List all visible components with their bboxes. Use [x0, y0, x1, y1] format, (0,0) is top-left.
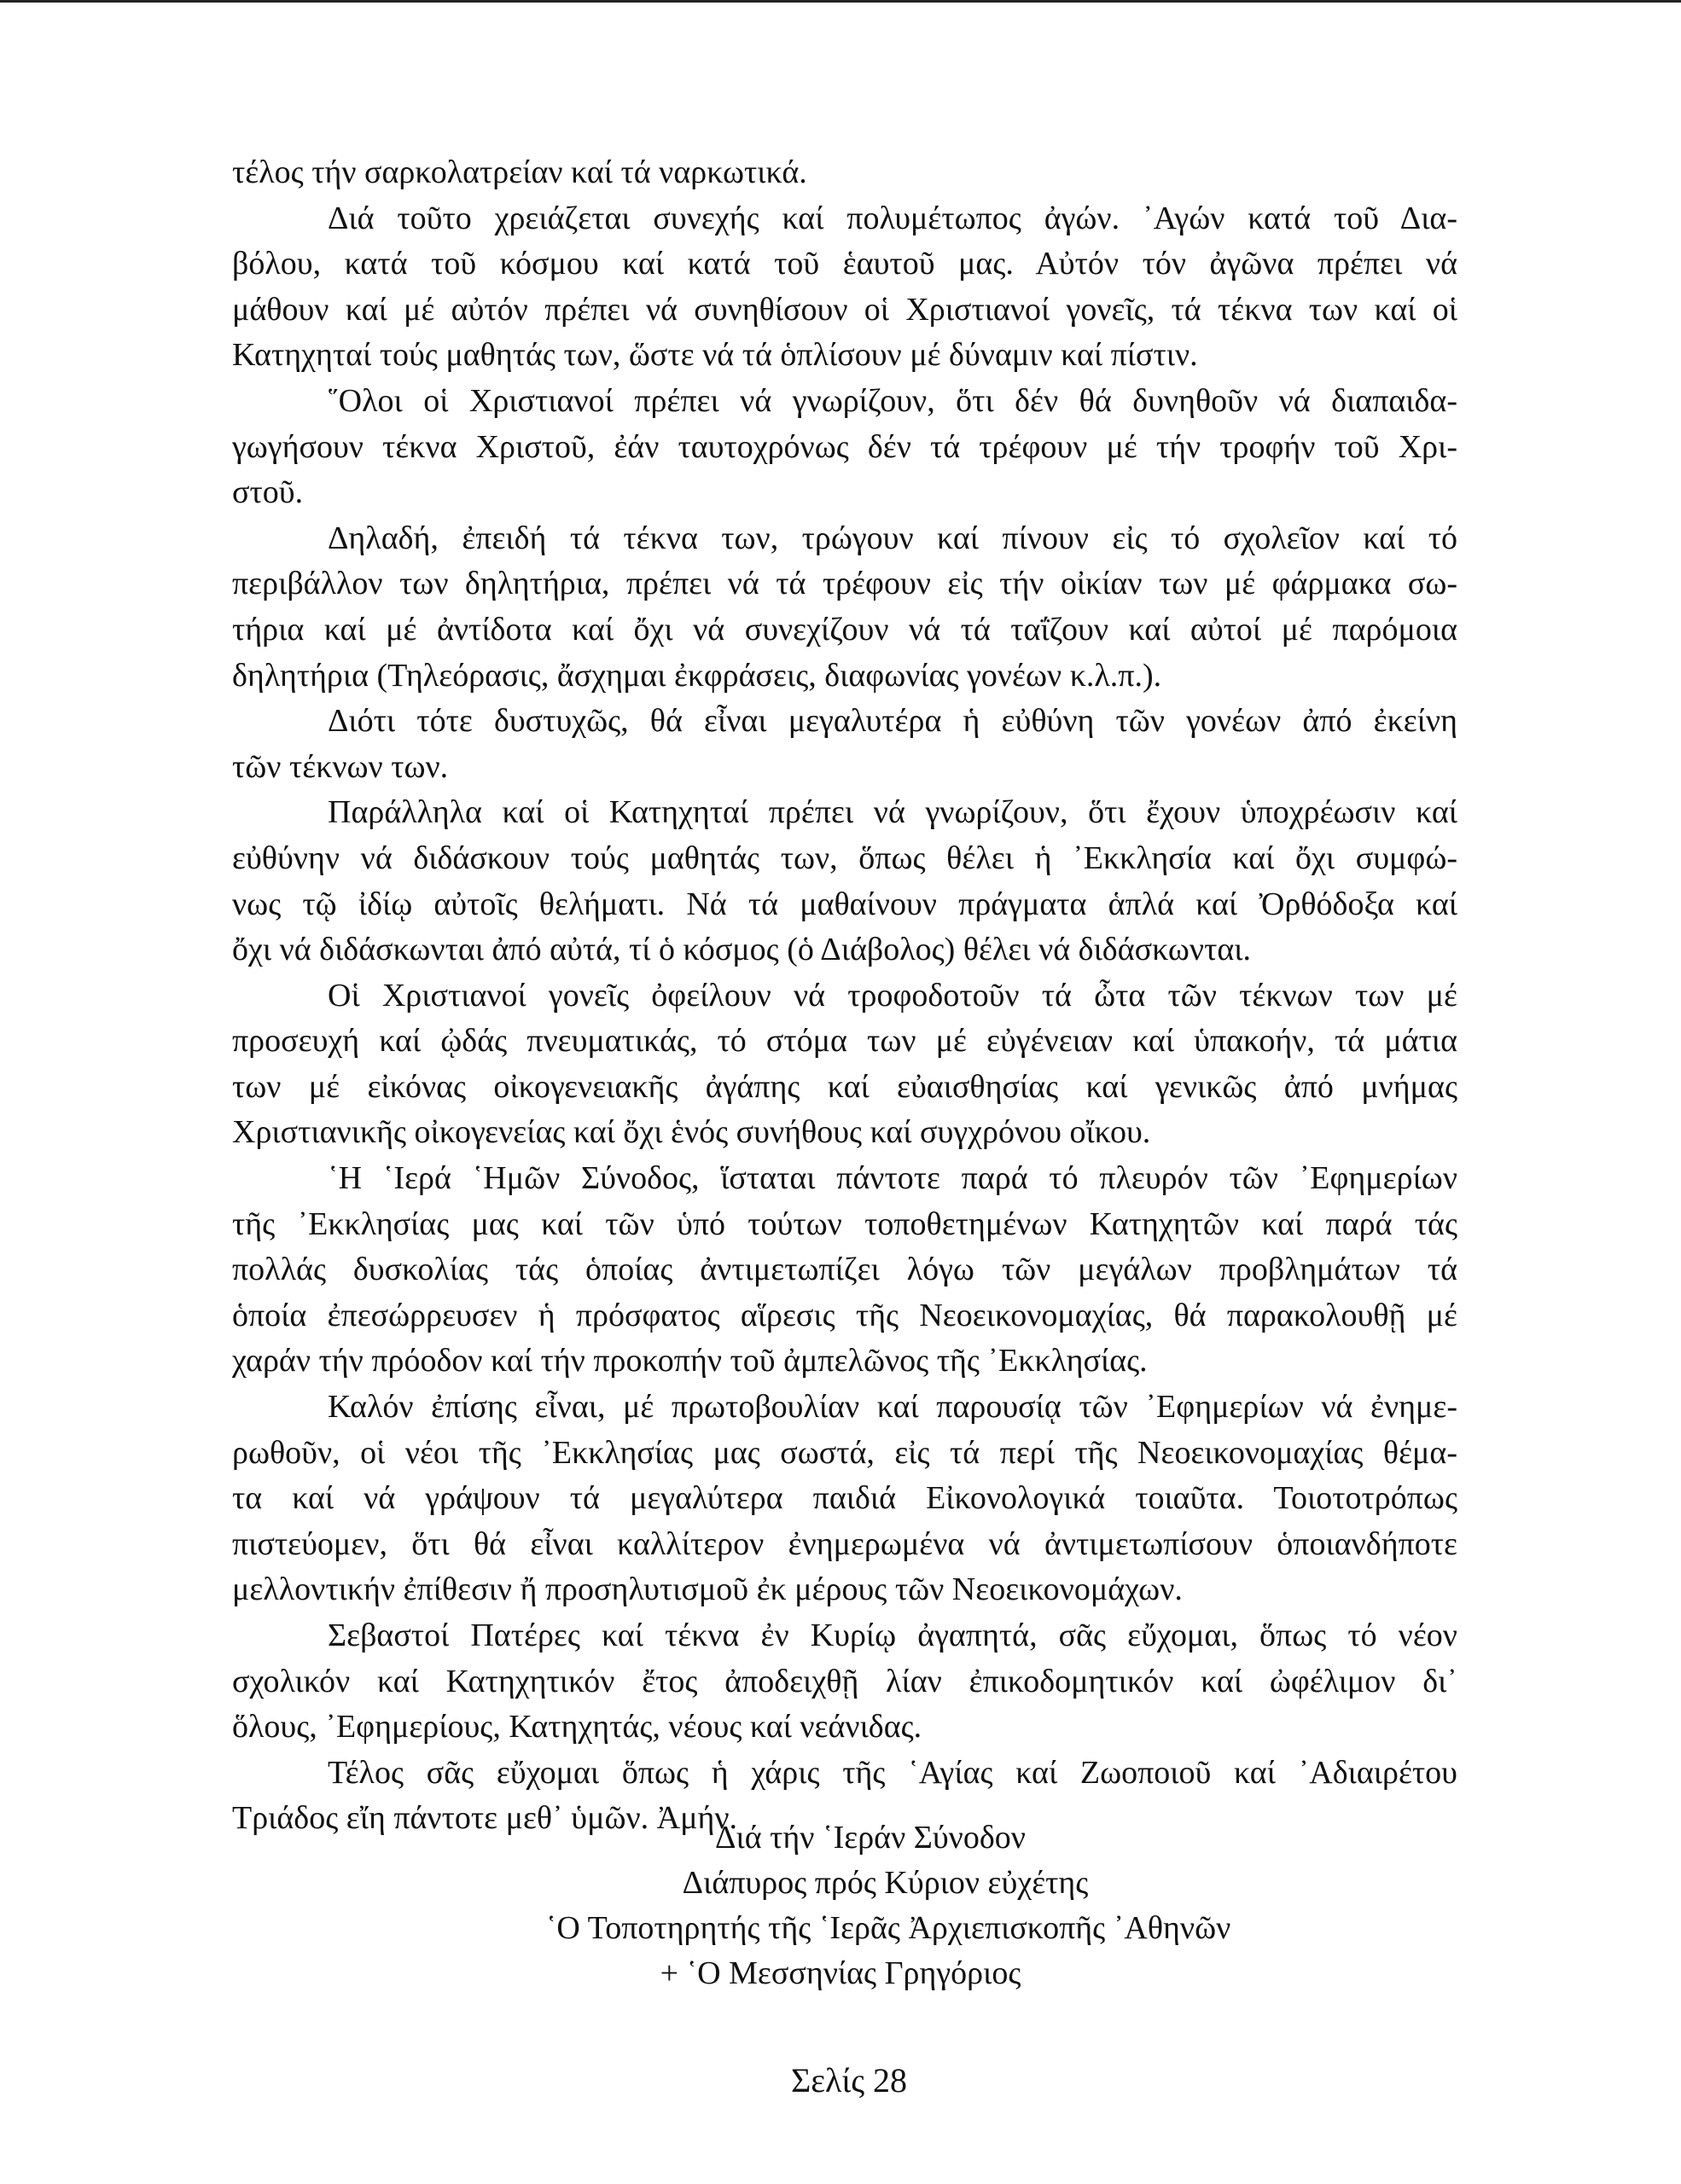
- paragraph: [232, 1156, 1457, 1385]
- signature-line-3: ῾Ο Τοποτηρητής τῆς ῾Ιερᾶς Ἀρχιεπισκοπῆς ᾿Αθηνῶν: [545, 1910, 1231, 1946]
- text-line: των μέ εἰκόνας οἰκογενειακῆς ἀγάπης καί εὐαισθησίας καί γενικῶς ἀπό μνήμας: [232, 1068, 1457, 1105]
- text-line: δηλητήρια (Τηλεόρασις, ἄσχημαι ἐκφράσεις, διαφωνίας γονέων κ.λ.π.).: [232, 657, 1162, 694]
- text-line: τῶν τέκνων των.: [232, 748, 449, 785]
- paragraph: [232, 379, 1457, 516]
- page-top-border: [0, 0, 1681, 3]
- text-line: Κατηχηταί τούς μαθητάς των, ὥστε νά τά ὁπλίσουν μέ δύναμιν καί πίστιν.: [232, 337, 1198, 374]
- text-line: εὐθύνην νά διδάσκουν τούς μαθητάς των, ὅπως θέλει ἡ ᾿Εκκλησία καί ὄχι συμφώ-: [232, 839, 1457, 876]
- text-line: γωγήσουν τέκνα Χριστοῦ, ἐάν ταυτοχρόνως δέν τά τρέφουν μέ τήν τροφήν τοῦ Χρι-: [232, 428, 1457, 465]
- text-line: περιβάλλον των δηλητήρια, πρέπει νά τά τρέφουν εἰς τήν οἰκίαν των μέ φάρμακα σω-: [232, 566, 1457, 602]
- text-line: χαράν τήν πρόοδον καί τήν προκοπήν τοῦ ἀμπελῶνος τῆς ᾿Εκκλησίας.: [232, 1343, 1148, 1380]
- text-line: πολλάς δυσκολίας τάς ὁποίας ἀντιμετωπίζει λόγω τῶν μεγάλων προβλημάτων τά: [232, 1252, 1457, 1288]
- paragraph: [232, 196, 1457, 379]
- signature-line-4: + ῾Ο Μεσσηνίας Γρηγόριος: [660, 1955, 1021, 1991]
- page-number: Σελίς 28: [790, 2061, 908, 2100]
- signature-line-1: Διά τήν ῾Ιεράν Σύνοδον: [715, 1820, 1026, 1856]
- text-line: νως τῷ ἰδίῳ αὐτοῖς θελήματι. Νά τά μαθαίνουν πράγματα ἁπλά καί Ὀρθόδοξα καί: [232, 886, 1457, 922]
- text-line: Τριάδος εἴη πάντοτε μεθ᾿ ὑμῶν. Ἀμήν.: [232, 1800, 738, 1837]
- text-line: βόλου, κατά τοῦ κόσμου καί κατά τοῦ ἑαυτοῦ μας. Αὐτόν τόν ἀγῶνα πρέπει νά: [232, 246, 1457, 282]
- text-line: Διότι τότε δυστυχῶς, θά εἶναι μεγαλυτέρα ἡ εὐθύνη τῶν γονέων ἀπό ἐκείνη: [328, 703, 1457, 740]
- signature-line-2: Διάπυρος πρός Κύριον εὐχέτης: [682, 1865, 1089, 1901]
- text-line: ὅλους, ᾿Εφημερίους, Κατηχητάς, νέους καί νεάνιδας.: [232, 1709, 922, 1745]
- text-line: Χριστιανικῆς οἰκογενείας καί ὄχι ἑνός συνήθους καί συγχρόνου οἴκου.: [232, 1114, 1151, 1151]
- text-line: Τέλος σᾶς εὔχομαι ὅπως ἡ χάρις τῆς ῾Αγίας καί Ζωοποιοῦ καί ᾿Αδιαιρέτου: [328, 1754, 1457, 1791]
- text-line: στοῦ.: [232, 474, 304, 511]
- text-line: πιστεύομεν, ὅτι θά εἶναι καλλίτερον ἐνημερωμένα νά ἀντιμετωπίσουν ὁποιανδήποτε: [232, 1525, 1457, 1562]
- text-line: ρωθοῦν, οἱ νέοι τῆς ᾿Εκκλησίας μας σωστά, εἰς τά περί τῆς Νεοεικονομαχίας θέμα-: [232, 1434, 1457, 1471]
- paragraph: [232, 790, 1457, 973]
- text-line: μελλοντικήν ἐπίθεσιν ἤ προσηλυτισμοῦ ἐκ μέρους τῶν Νεοεικονομάχων.: [232, 1571, 1183, 1608]
- text-line: Οἱ Χριστιανοί γονεῖς ὀφείλουν νά τροφοδοτοῦν τά ὦτα τῶν τέκνων των μέ: [328, 977, 1457, 1014]
- text-line: Παράλληλα καί οἱ Κατηχηταί πρέπει νά γνωρίζουν, ὅτι ἔχουν ὑποχρέωσιν καί: [328, 794, 1457, 831]
- text-line: ὄχι νά διδάσκωνται ἀπό αὐτά, τί ὁ κόσμος (ὁ Διάβολος) θέλει νά διδάσκωνται.: [232, 932, 1252, 968]
- text-line: ὁποία ἐπεσώρρευσεν ἡ πρόσφατος αἵρεσις τῆς Νεοεικονομαχίας, θά παρακολουθῇ μέ: [232, 1297, 1457, 1333]
- text-line: Σεβαστοί Πατέρες καί τέκνα ἐν Κυρίῳ ἀγαπητά, σᾶς εὔχομαι, ὅπως τό νέον: [328, 1618, 1457, 1653]
- paragraph: [232, 699, 1457, 790]
- paragraph: [232, 1385, 1457, 1613]
- text-line: Διά τοῦτο χρειάζεται συνεχής καί πολυμέτωπος ἀγών. ᾿Αγών κατά τοῦ Δια-: [328, 200, 1457, 236]
- paragraph: [232, 973, 1457, 1156]
- text-line: ῾Η ῾Ιερά ῾Ημῶν Σύνοδος, ἵσταται πάντοτε παρά τό πλευρόν τῶν ᾿Εφημερίων: [328, 1160, 1457, 1197]
- signature-block: [0, 1815, 1681, 1996]
- text-line: τέλος τήν σαρκολατρείαν καί τά ναρκωτικά.: [232, 154, 807, 190]
- paragraph: [232, 516, 1457, 699]
- text-line: τῆς ᾿Εκκλησίας μας καί τῶν ὑπό τούτων τοποθετημένων Κατηχητῶν καί παρά τάς: [232, 1205, 1457, 1242]
- paragraph: [232, 1613, 1457, 1751]
- text-line: προσευχή καί ᾠδάς πνευματικάς, τό στόμα των μέ εὐγένειαν καί ὑπακοήν, τά μάτια: [232, 1023, 1457, 1060]
- text-line: σχολικόν καί Κατηχητικόν ἔτος ἀποδειχθῇ λίαν ἐπικοδομητικόν καί ὠφέλιμον δι᾿: [232, 1663, 1457, 1699]
- text-line: Καλόν ἐπίσης εἶναι, μέ πρωτοβουλίαν καί παρουσίᾳ τῶν ᾿Εφημερίων νά ἐνημε-: [328, 1389, 1457, 1426]
- paragraph: [232, 150, 1457, 196]
- text-line: τα καί νά γράψουν τά μεγαλύτερα παιδιά Εἰκονολογικά τοιαῦτα. Τοιοτοτρόπως: [232, 1480, 1457, 1517]
- text-line: Δηλαδή, ἐπειδή τά τέκνα των, τρώγουν καί πίνουν εἰς τό σχολεῖον καί τό: [328, 520, 1457, 556]
- text-line: ῞Ολοι οἱ Χριστιανοί πρέπει νά γνωρίζουν, ὅτι δέν θά δυνηθοῦν νά διαπαιδα-: [328, 382, 1457, 419]
- letter-body: [232, 150, 1457, 1842]
- text-line: τήρια καί μέ ἀντίδοτα καί ὄχι νά συνεχίζουν νά τά ταΐζουν καί αὐτοί μέ παρόμοια: [232, 611, 1457, 648]
- text-line: μάθουν καί μέ αὐτόν πρέπει νά συνηθίσουν οἱ Χριστιανοί γονεῖς, τά τέκνα των καί οἱ: [232, 291, 1457, 328]
